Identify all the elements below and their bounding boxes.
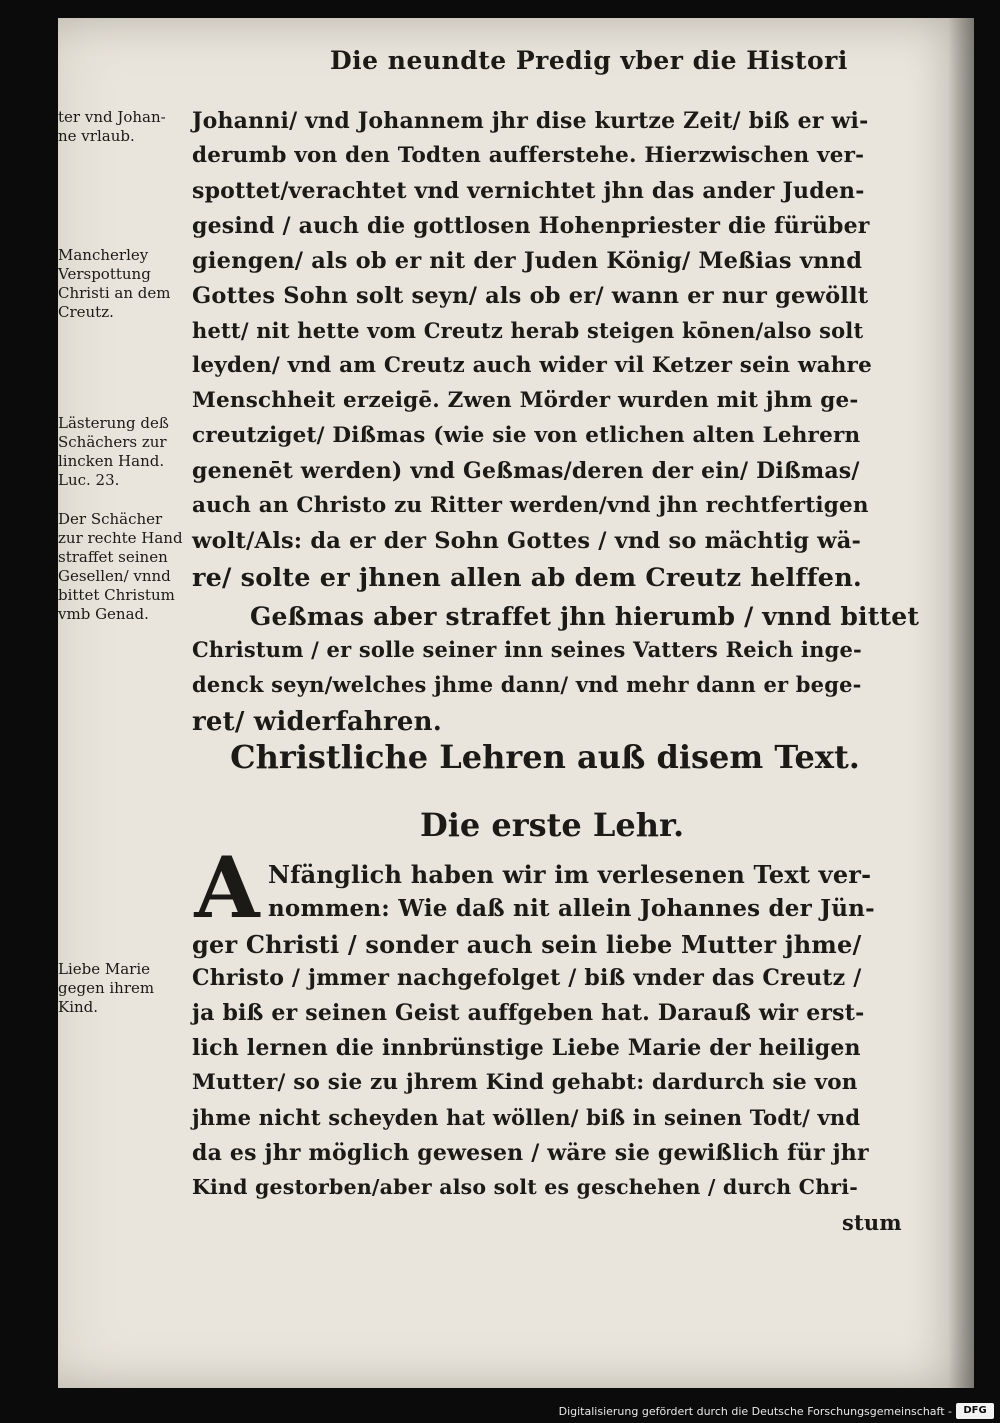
lehr-line: Christo / jmmer nachgefolget / biß vnder das Creutz / — [192, 965, 862, 991]
body-line: Menschheit erzeigē. Zwen Mörder wurden mit jhm ge- — [192, 388, 859, 413]
body-line: derumb von den Todten aufferstehe. Hierzwischen ver- — [192, 143, 865, 168]
body-line: Christum / er solle seiner inn seines Vatters Reich inge- — [192, 637, 862, 662]
body-line: denck seyn/welches jhme dann/ vnd mehr dann er bege- — [192, 672, 862, 697]
page-spine-shadow — [948, 18, 974, 1388]
body-line: wolt/Als: da er der Sohn Gottes / vnd so mächtig wä- — [192, 528, 862, 554]
margin-note: Lästerung deß Schächers zur lincken Hand. Luc. 23. — [58, 414, 169, 489]
body-line: Gottes Sohn solt seyn/ als ob er/ wann er nur gewöllt — [192, 283, 869, 309]
lehr-line: ger Christi / sonder auch sein liebe Mutter jhme/ — [192, 930, 862, 959]
lehr-line: stum — [842, 1210, 902, 1235]
lehr-line: Kind gestorben/aber also solt es geschehen / durch Chri- — [192, 1175, 858, 1199]
margin-note: Der Schächer zur rechte Hand straffet seinen Gesellen/ vnnd bittet Christum vmb Genad. — [58, 510, 183, 623]
body-line: leyden/ vnd am Creutz auch wider vil Ketzer sein wahre — [192, 353, 872, 378]
body-line: Geßmas aber straffet jhn hierumb / vnnd bittet — [250, 602, 920, 631]
body-line: re/ solte er jhnen allen ab dem Creutz helffen. — [192, 563, 863, 593]
drop-cap: A — [194, 838, 260, 937]
body-line: Johanni/ vnd Johannem jhr dise kurtze Zeit/ biß er wi- — [192, 108, 869, 134]
margin-note: Liebe Marie gegen ihrem Kind. — [58, 960, 155, 1016]
margin-note: Mancherley Verspottung Christi an dem Creutz. — [58, 246, 171, 321]
lehr-line: da es jhr möglich gewesen / wäre sie gewißlich für jhr — [192, 1140, 869, 1166]
body-line: gesind / auch die gottlosen Hohenpriester die fürüber — [192, 213, 870, 239]
body-line: hett/ nit hette vom Creutz herab steigen kōnen/also solt — [192, 318, 864, 343]
section-heading: Christliche Lehren auß disem Text. — [230, 738, 860, 776]
lehr-line: Nfänglich haben wir im verlesenen Text ver- — [268, 860, 872, 889]
lehr-line: lich lernen die innbrünstige Liebe Marie der heiligen — [192, 1035, 861, 1061]
funding-notice: Digitalisierung gefördert durch die Deutsche Forschungsgemeinschaft - — [558, 1405, 952, 1418]
body-line: auch an Christo zu Ritter werden/vnd jhn rechtfertigen — [192, 493, 869, 518]
body-line: giengen/ als ob er nit der Juden König/ Meßias vnnd — [192, 248, 863, 274]
body-line: ret/ widerfahren. — [192, 707, 443, 737]
body-line: genenēt werden) vnd Geßmas/deren der ein/ Dißmas/ — [192, 458, 860, 484]
dfg-logo: DFG — [956, 1403, 994, 1419]
body-line: spottet/verachtet vnd vernichtet jhn das ander Juden- — [192, 178, 865, 204]
subheading: Die erste Lehr. — [420, 806, 685, 844]
lehr-line: jhme nicht scheyden hat wöllen/ biß in seinen Todt/ vnd — [192, 1105, 861, 1130]
margin-note: ter vnd Johan- ne vrlaub. — [58, 108, 166, 145]
lehr-line: nommen: Wie daß nit allein Johannes der Jün- — [268, 895, 875, 922]
running-head: Die neundte Predig vber die Histori — [330, 46, 848, 75]
body-line: creutziget/ Dißmas (wie sie von etlichen alten Lehrern — [192, 423, 861, 448]
lehr-line: Mutter/ so sie zu jhrem Kind gehabt: dardurch sie von — [192, 1070, 858, 1095]
lehr-line: ja biß er seinen Geist auffgeben hat. Darauß wir erst- — [192, 1000, 865, 1026]
